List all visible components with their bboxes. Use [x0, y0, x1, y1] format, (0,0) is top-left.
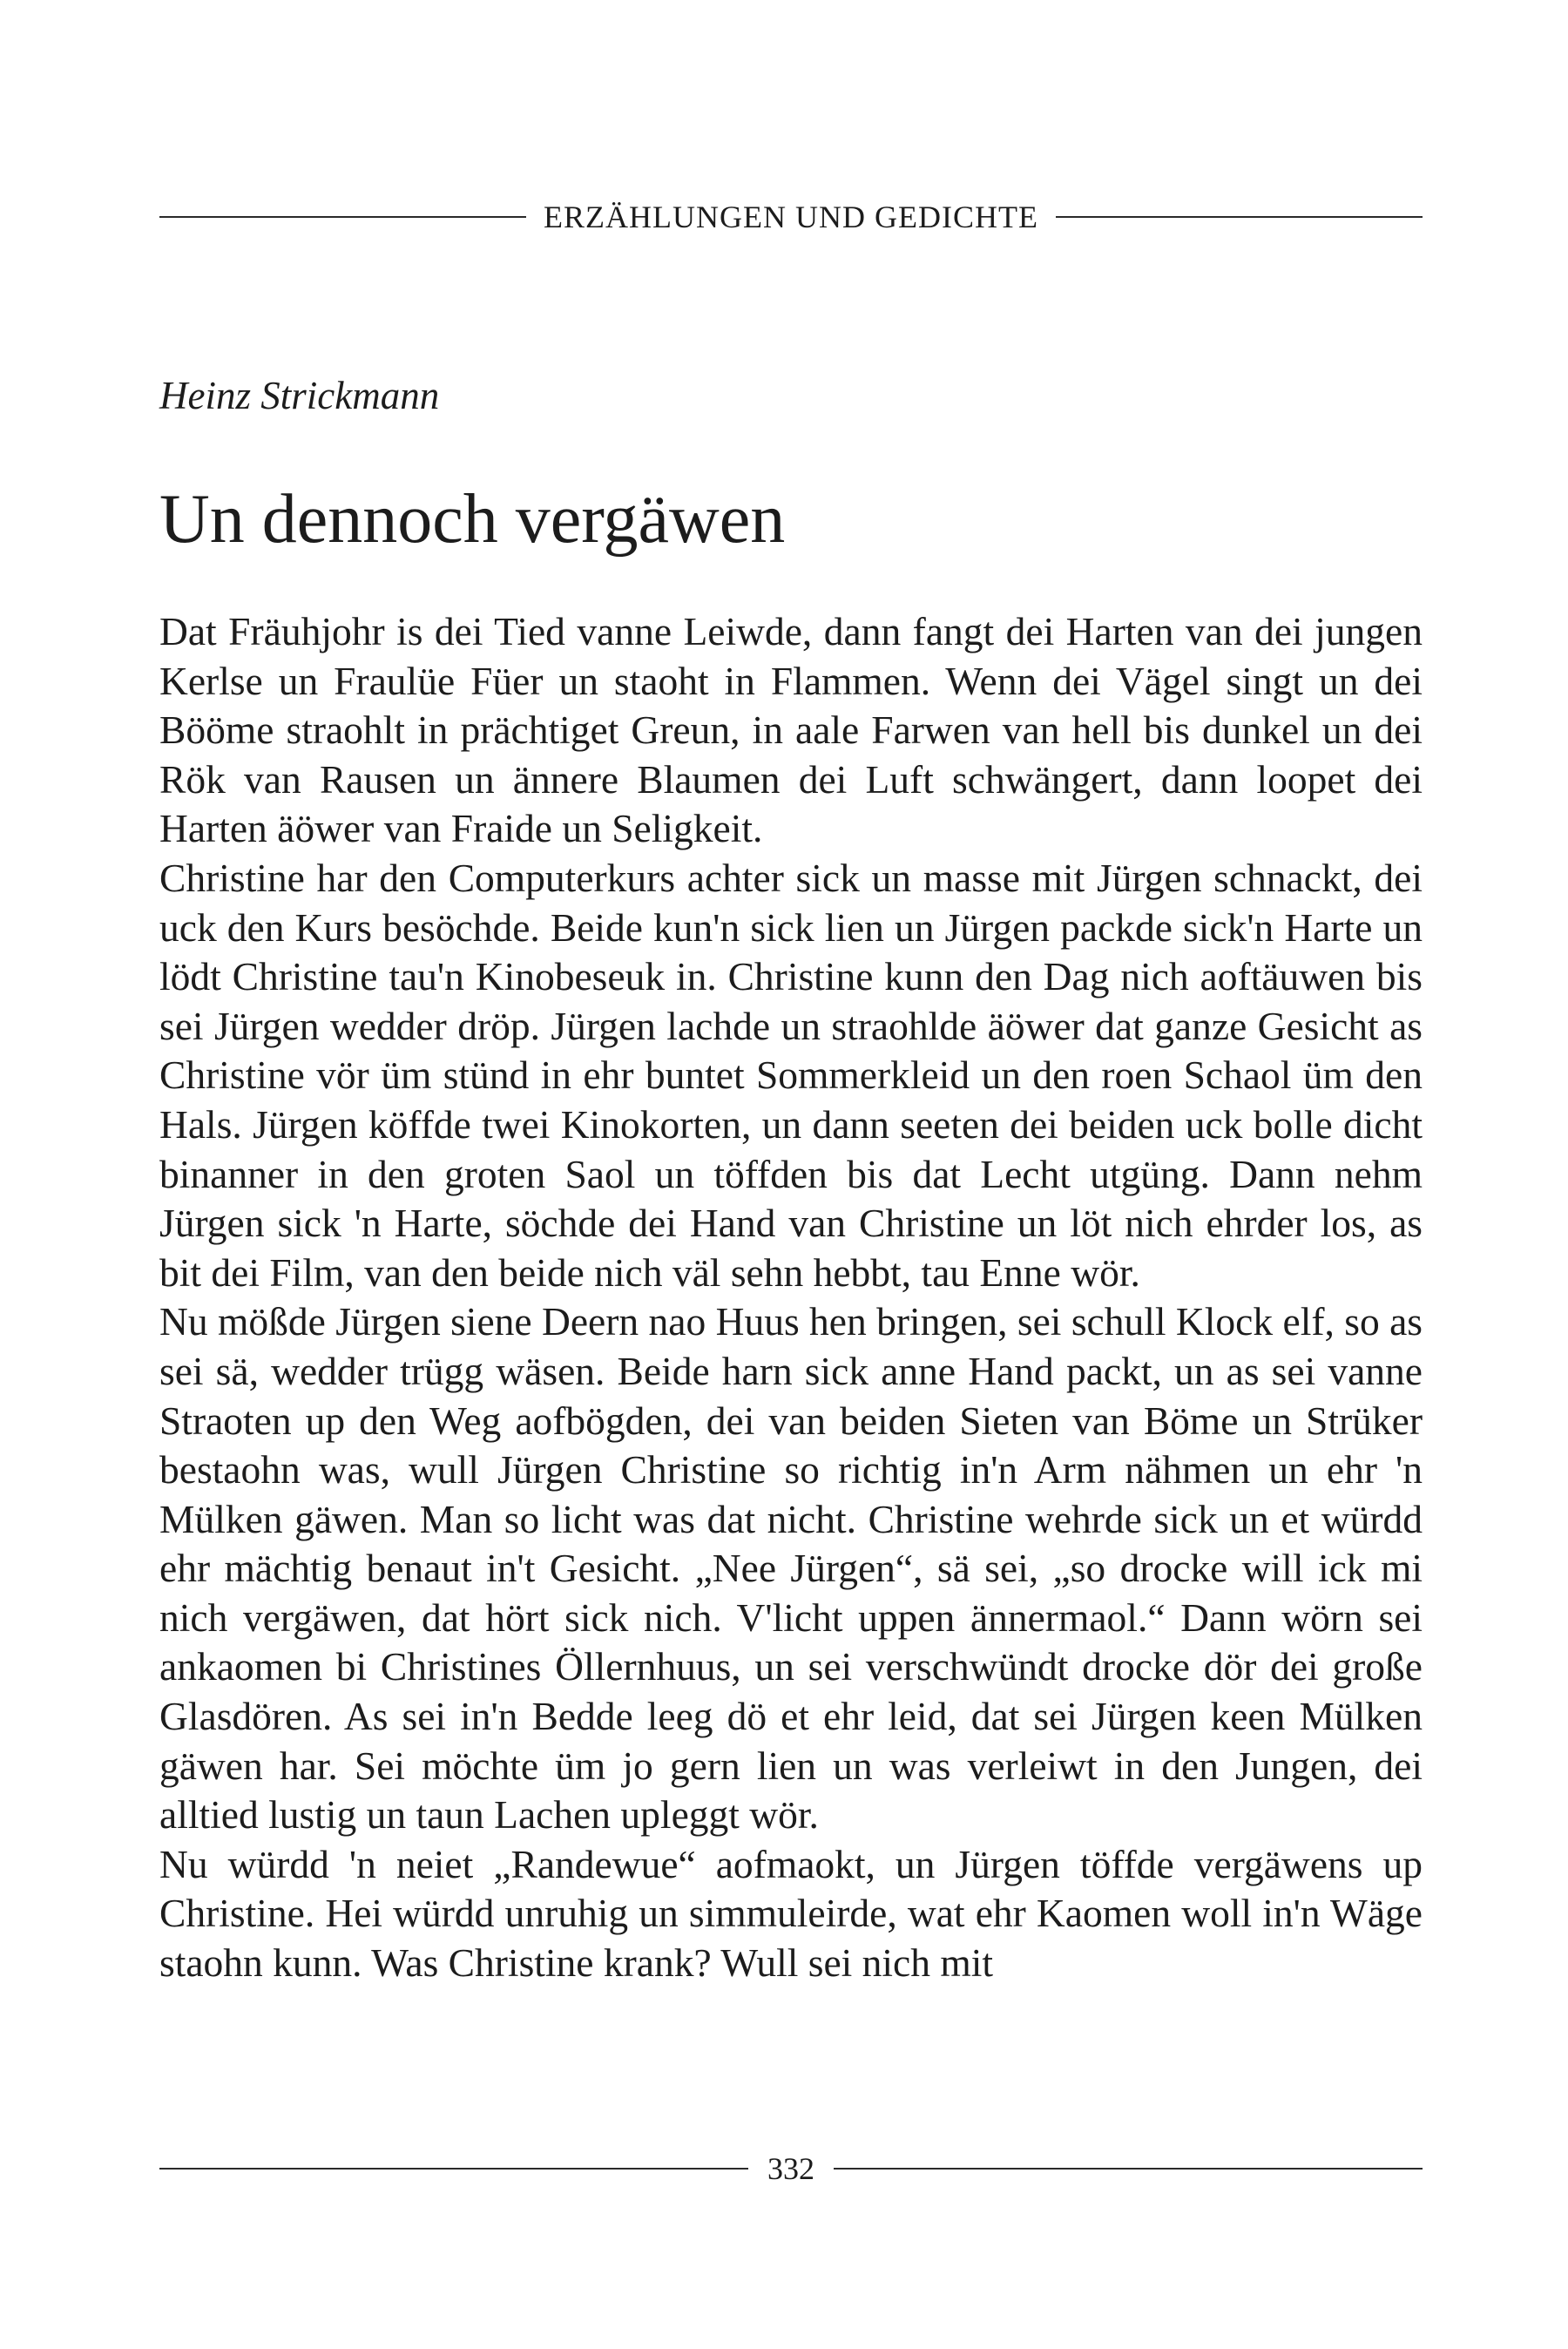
header-rule-right [1056, 216, 1423, 218]
running-header [159, 199, 1423, 235]
header-rule-left [159, 216, 526, 218]
paragraph: Nu würdd 'n neiet „Randewue“ aofmaokt, un Jürgen töffde vergäwens up Christine. Hei würdd unruhig un simmuleirde, wat ehr Kaomen woll in'n Wäge staohn kunn. Was Christine krank? Wull sei nich mit [159, 1841, 1423, 1986]
story-body [159, 607, 1423, 1988]
paragraph: Christine har den Computerkurs achter sick un masse mit Jürgen schnackt, dei uck den Kurs besöchde. Beide kun'n sick lien un Jürgen packde sick'n Harte un lödt Christine tau'n Kinobeseuk in. Christine kunn den Dag nich aoftäuwen bis sei Jürgen wedder dröp. Jürgen lachde un straohlde äöwer dat ganze Gesicht as Christine vör üm stünd in ehr buntet Sommerkleid un den roen Schaol üm den Hals. Jürgen köffde twei Kinokorten, un dann seeten dei beiden uck bolle dicht binanner in den groten Saol un töffden bis dat Lecht utgüng. Dann nehm Jürgen sick 'n Harte, söchde dei Hand van Christine un löt nich ehrder los, as bit dei Film, van den beide nich väl sehn hebbt, tau Enne wör. [159, 855, 1423, 1295]
story-title: Un dennoch vergäwen [159, 481, 786, 558]
running-title: ERZÄHLUNGEN UND GEDICHTE [544, 200, 1038, 234]
page-number: 332 [767, 2151, 814, 2186]
paragraph: Nu mößde Jürgen siene Deern nao Huus hen bringen, sei schull Klock elf, so as sei sä, wedder trügg wäsen. Beide harn sick anne Hand packt, un as sei vanne Straoten up den Weg aofbögden, dei van beiden Sieten van Böme un Strüker bestaohn was, wull Jürgen Christine so richtig in'n Arm nähmen un ehr 'n Mülken gäwen. Man so licht was dat nicht. Christine wehrde sick un et würdd ehr mächtig benaut in't Gesicht. „Nee Jürgen“, sä sei, „so drocke will ick mi nich vergäwen, dat hört sick nich. V'licht uppen ännermaol.“ Dann wörn sei ankaomen bi Christines Öllernhuus, un sei verschwündt drocke dör dei große Glasdören. As sei in'n Bedde leeg dö et ehr leid, dat sei Jürgen keen Mülken gäwen har. Sei möchte üm jo gern lien un was verleiwt in den Jungen, dei alltied lustig un taun Lachen upleggt wör. [159, 1299, 1423, 1838]
footer-rule-left [159, 2168, 748, 2170]
footer-rule-right [834, 2168, 1423, 2170]
page-footer [159, 2150, 1423, 2187]
paragraph: Dat Fräuhjohr is dei Tied vanne Leiwde, dann fangt dei Harten van dei jungen Kerlse un Fraulüe Füer un staoht in Flammen. Wenn dei Vägel singt un dei Bööme straohlt in prächtiget Greun, in aale Farwen van hell bis dunkel un dei Rök van Rausen un ännere Blaumen dei Luft schwängert, dann loopet dei Harten äöwer van Fraide un Seligkeit. [159, 609, 1423, 851]
author-name: Heinz Strickmann [159, 374, 440, 417]
